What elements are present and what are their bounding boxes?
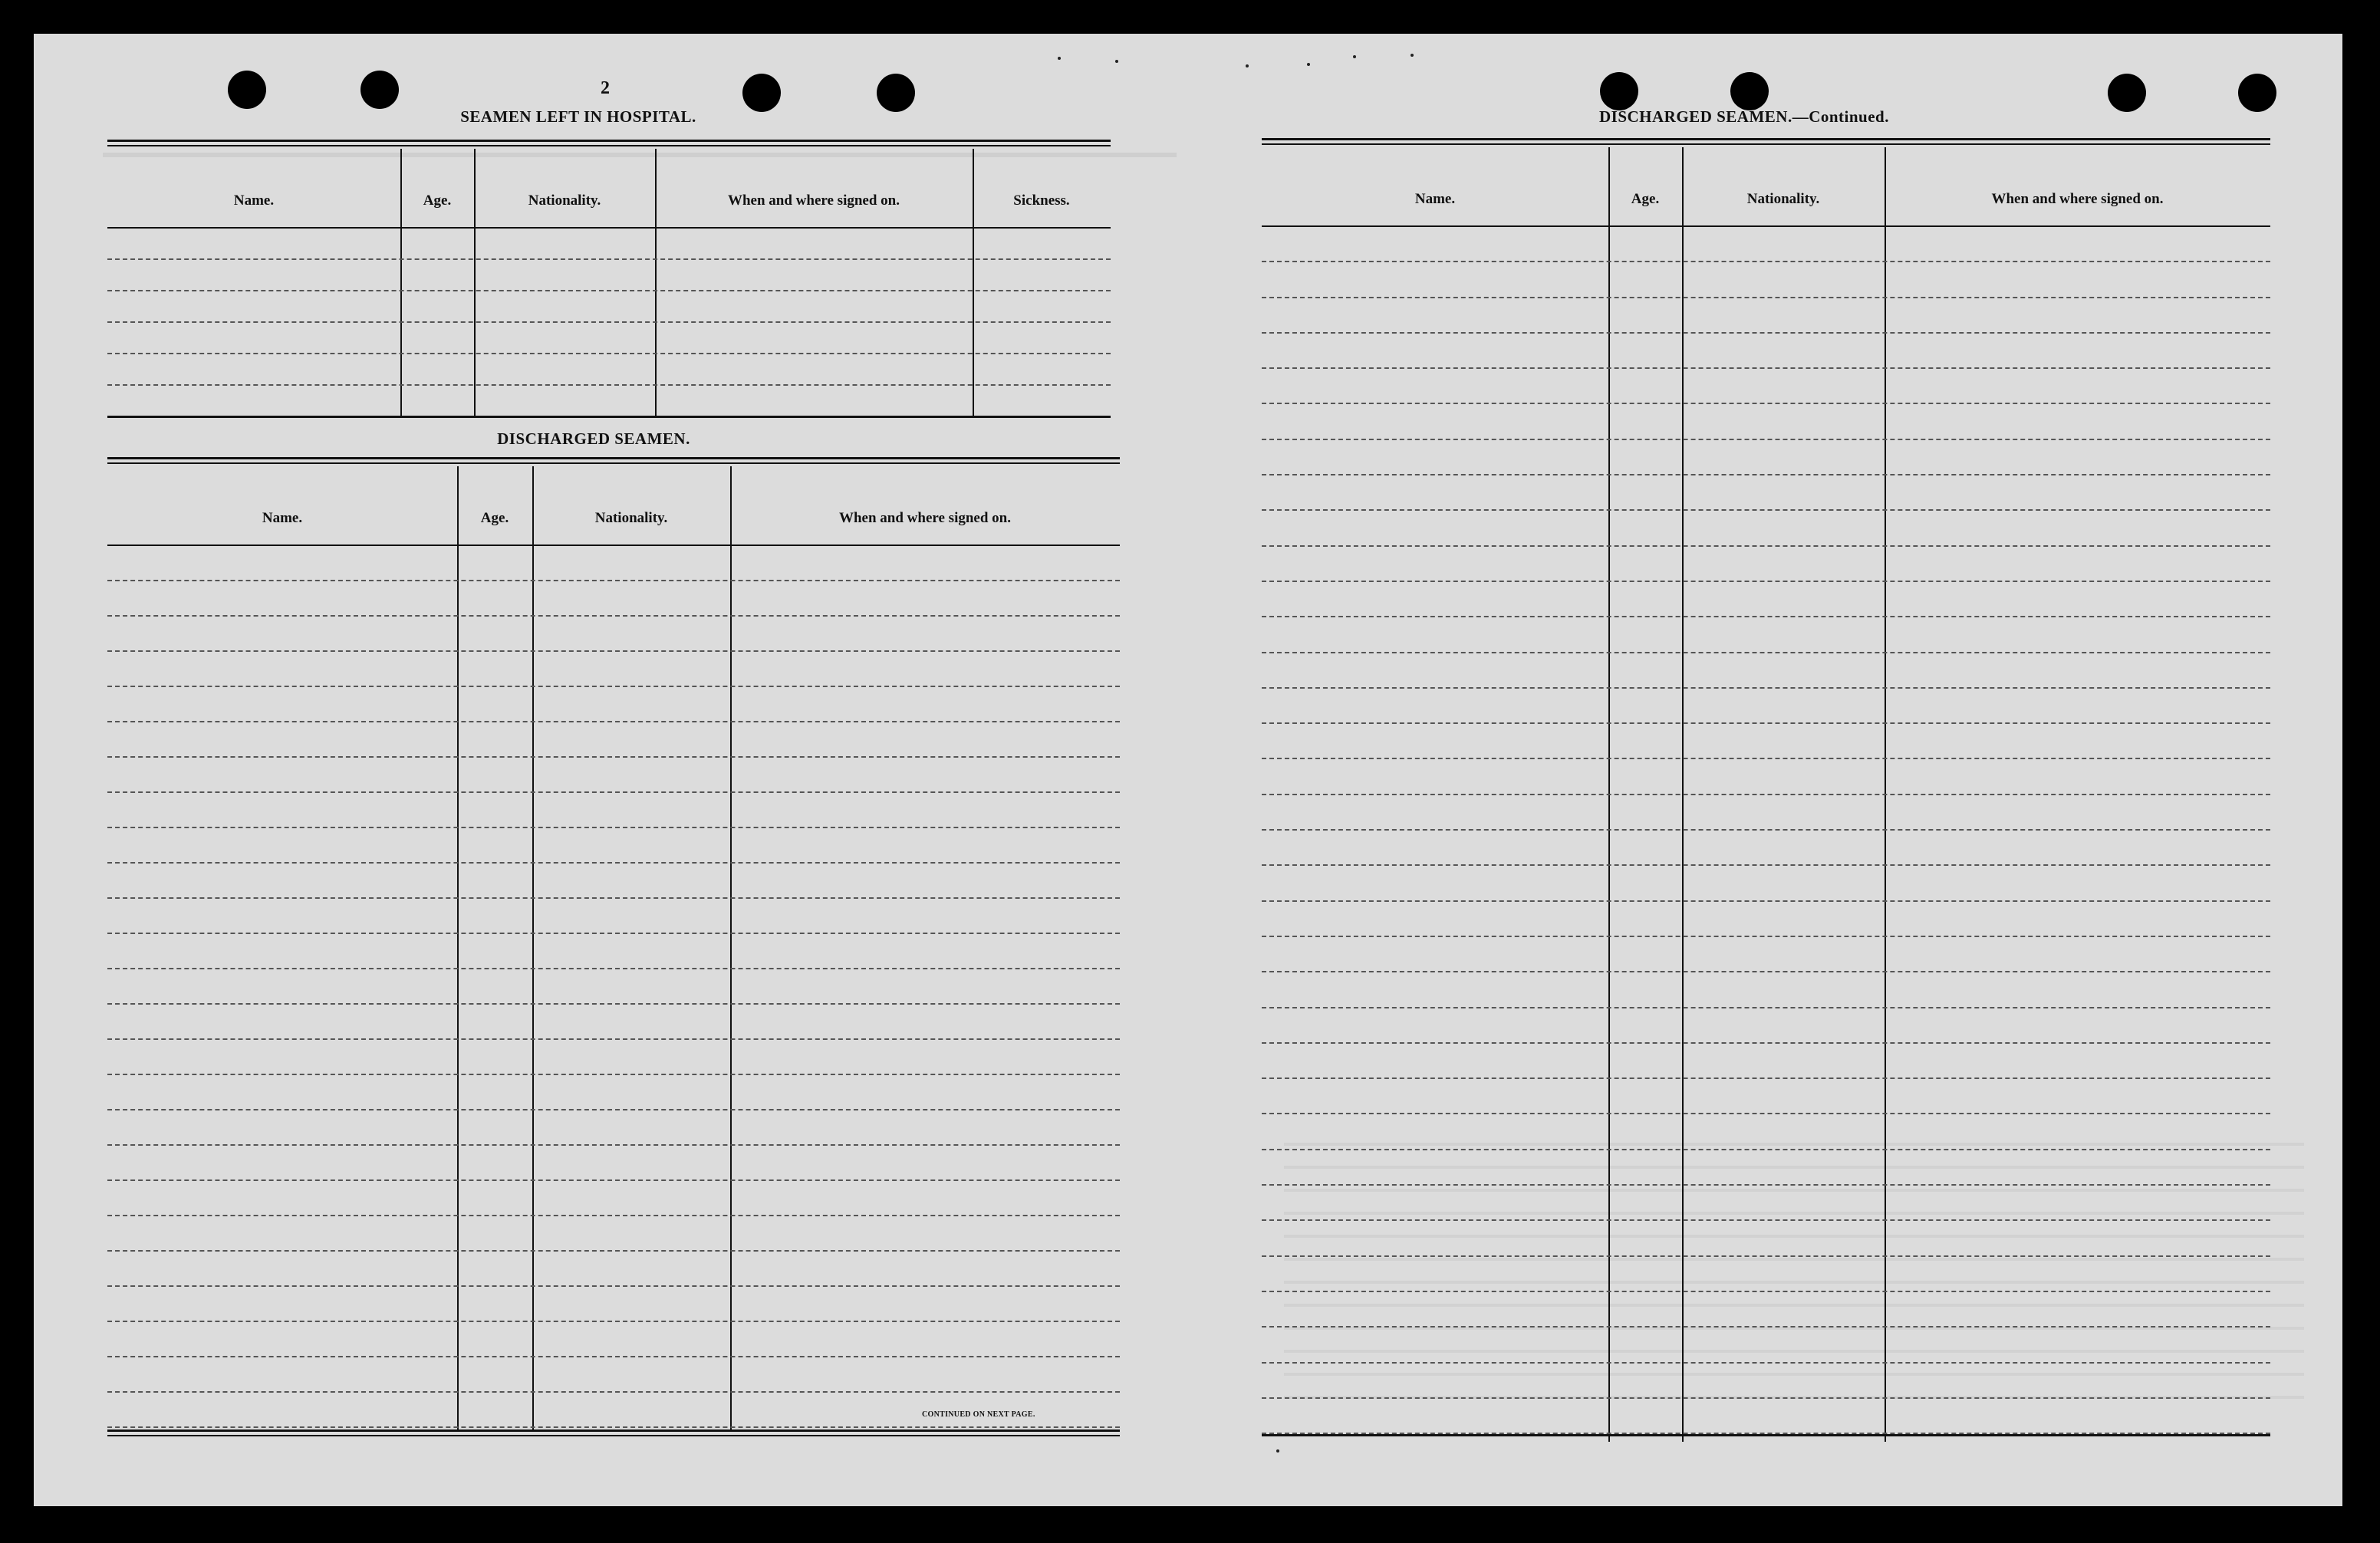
- punch-hole: [1600, 72, 1638, 110]
- table-row: [107, 323, 1111, 354]
- table-row: [107, 291, 1111, 323]
- table-row: [1262, 334, 2270, 369]
- table-row: [1262, 582, 2270, 617]
- table-row: [1262, 547, 2270, 582]
- column-header-age: Age.: [480, 510, 509, 526]
- table-row: [107, 1252, 1120, 1287]
- discharged-continued-table: [1262, 138, 2270, 1442]
- table-row: [1262, 759, 2270, 795]
- table-row: [1262, 1221, 2270, 1256]
- table-row: [107, 1146, 1120, 1181]
- column-header-name: Name.: [233, 192, 275, 209]
- punch-hole: [877, 74, 915, 112]
- dust-speck: [1115, 60, 1118, 63]
- column-header-nationality: Nationality.: [1746, 191, 1820, 207]
- table-row: [107, 1322, 1120, 1357]
- table-row: [107, 1075, 1120, 1110]
- table-row: [1262, 440, 2270, 475]
- table-row: [1262, 511, 2270, 546]
- table-row: [107, 793, 1120, 828]
- table-row: [1262, 1328, 2270, 1363]
- table-row: [107, 899, 1120, 934]
- dust-speck: [1353, 55, 1356, 58]
- table-row: [107, 546, 1120, 581]
- hospital-table: [107, 140, 1111, 416]
- table-row: [107, 1110, 1120, 1146]
- table-row: [1262, 227, 2270, 262]
- punch-hole: [742, 74, 781, 112]
- table-row: [1262, 1257, 2270, 1292]
- column-header-nationality: Nationality.: [528, 192, 601, 209]
- page-number: 2: [601, 78, 610, 98]
- column-header-signed-on: When and where signed on.: [727, 192, 900, 209]
- table-row: [1262, 298, 2270, 334]
- table-row: [1262, 1044, 2270, 1079]
- dust-speck: [1246, 64, 1249, 67]
- table-row: [107, 1287, 1120, 1322]
- table-row: [107, 652, 1120, 687]
- punch-hole: [1730, 72, 1769, 110]
- table-row: [107, 229, 1111, 260]
- table-row: [1262, 369, 2270, 404]
- table-row: [1262, 937, 2270, 972]
- table-row: [1262, 1292, 2270, 1328]
- discharged-table: [107, 457, 1120, 1441]
- table-row: [107, 969, 1120, 1005]
- table-row: [107, 1181, 1120, 1216]
- table-row: [1262, 902, 2270, 937]
- table-row: [1262, 724, 2270, 759]
- discharged-continued-rows: [1262, 227, 2270, 1434]
- table-row: [107, 828, 1120, 864]
- table-row: [107, 864, 1120, 899]
- section-divider: [107, 416, 1111, 418]
- discharged-section-title: DISCHARGED SEAMEN.: [497, 429, 690, 448]
- column-header-signed-on: When and where signed on.: [838, 510, 1011, 526]
- table-row: [1262, 617, 2270, 653]
- table-row: [107, 1357, 1120, 1393]
- column-header-nationality: Nationality.: [594, 510, 668, 526]
- table-row: [107, 687, 1120, 722]
- table-row: [107, 581, 1120, 617]
- table-row: [1262, 262, 2270, 298]
- table-row: [107, 260, 1111, 291]
- table-row: [1262, 866, 2270, 901]
- table-row: [1262, 404, 2270, 439]
- dust-speck: [1058, 57, 1061, 60]
- table-row: [1262, 689, 2270, 724]
- punch-hole: [2108, 74, 2146, 112]
- table-row: [107, 758, 1120, 793]
- column-header-name: Name.: [262, 510, 303, 526]
- column-header-age: Age.: [1631, 191, 1660, 207]
- column-header-signed-on: When and where signed on.: [1991, 191, 2164, 207]
- table-row: [1262, 1186, 2270, 1221]
- table-row: [1262, 831, 2270, 866]
- hospital-rows: [107, 229, 1111, 417]
- table-row: [107, 386, 1111, 417]
- table-row: [1262, 1114, 2270, 1150]
- table-row: [107, 617, 1120, 652]
- table-row: [107, 1005, 1120, 1040]
- discharged-rows: [107, 546, 1120, 1428]
- table-row: [1262, 1150, 2270, 1186]
- table-row: [1262, 1364, 2270, 1399]
- column-header-name: Name.: [1414, 191, 1456, 207]
- table-row: [107, 934, 1120, 969]
- punch-hole: [2238, 74, 2276, 112]
- table-row: [107, 354, 1111, 386]
- dust-speck: [1307, 63, 1310, 66]
- table-row: [1262, 1079, 2270, 1114]
- table-row: [1262, 795, 2270, 831]
- dust-speck: [1276, 1449, 1279, 1453]
- table-row: [107, 1216, 1120, 1252]
- table-row: [1262, 1008, 2270, 1044]
- punch-hole: [360, 71, 399, 109]
- column-header-sickness: Sickness.: [1013, 192, 1070, 209]
- table-row: [1262, 1399, 2270, 1434]
- column-header-age: Age.: [423, 192, 452, 209]
- table-row: [1262, 475, 2270, 511]
- table-row: [1262, 653, 2270, 689]
- punch-hole: [228, 71, 266, 109]
- form-sheet: [34, 34, 2342, 1506]
- table-row: [1262, 972, 2270, 1008]
- hospital-section-title: SEAMEN LEFT IN HOSPITAL.: [460, 107, 696, 126]
- discharged-continued-title: DISCHARGED SEAMEN.—Continued.: [1599, 107, 1889, 126]
- table-row: [107, 722, 1120, 758]
- continued-note: CONTINUED ON NEXT PAGE.: [922, 1410, 1035, 1419]
- table-row: [107, 1040, 1120, 1075]
- dust-speck: [1411, 54, 1414, 57]
